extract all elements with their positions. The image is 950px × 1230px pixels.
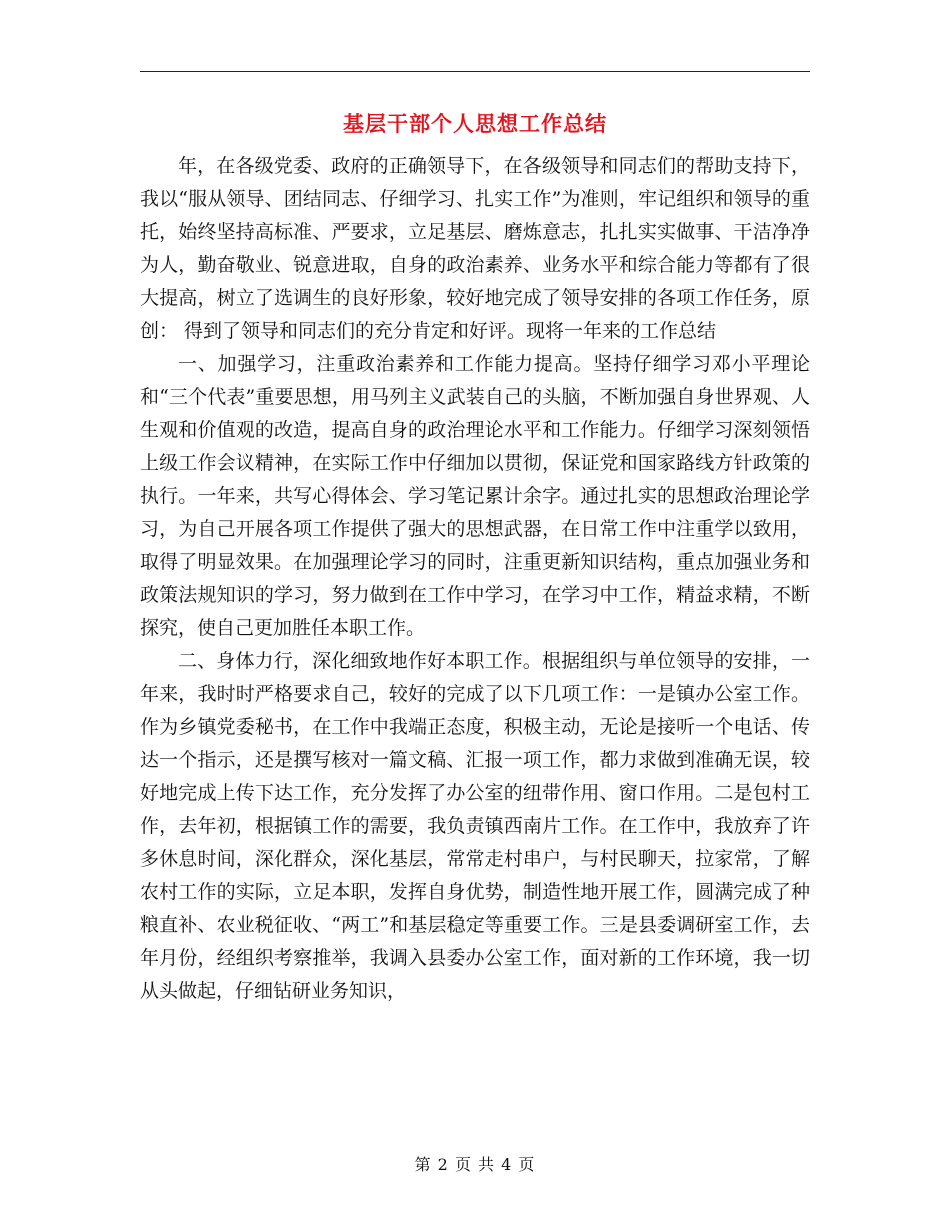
paragraph-intro: 年，在各级党委、政府的正确领导下，在各级领导和同志们的帮助支持下，我以“服从领导、团结同志、仔细学习、扎实工作”为准则，牢记组织和领导的重托，始终坚持高标准、严要求，立足基层、磨炼意志，扎扎实实做事、干洁净净为人，勤奋敬业、锐意进取，自身的政治素养、业务水平和综合能力等都有了很大提高，树立了选调生的良好形象，较好地完成了领导安排的各项工作任务，原创： 得到了领导和同志们的充分肯定和好评。现将一年来的工作总结	[140, 155, 810, 342]
paragraph-section-1: 一、加强学习，注重政治素养和工作能力提高。坚持仔细学习邓小平理论和“三个代表”重要思想，用马列主义武装自己的头脑，不断加强自身世界观、人生观和价值观的改造，提高自身的政治理论水平和工作能力。仔细学习深刻领悟上级工作会议精神，在实际工作中仔细加以贯彻，保证党和国家路线方针政策的执行。一年来，共写心得体会、学习笔记累计余字。通过扎实的思想政治理论学习，为自己开展各项工作提供了强大的思想武器，在日常工作中注重学以致用，取得了明显效果。在加强理论学习的同时，注重更新知识结构，重点加强业务和政策法规知识的学习，努力做到在工作中学习，在学习中工作，精益求精，不断探究，使自己更加胜任本职工作。	[140, 353, 810, 639]
paragraph-section-2: 二、身体力行，深化细致地作好本职工作。根据组织与单位领导的安排，一年来，我时时严格要求自己，较好的完成了以下几项工作：一是镇办公室工作。作为乡镇党委秘书，在工作中我端正态度，积极主动，无论是接听一个电话、传达一个指示，还是撰写核对一篇文稿、汇报一项工作，都力求做到准确无误，较好地完成上传下达工作，充分发挥了办公室的纽带作用、窗口作用。二是包村工作，去年初，根据镇工作的需要，我负责镇西南片工作。在工作中，我放弃了许多休息时间，深化群众，深化基层，常常走村串户，与村民聊天，拉家常，了解农村工作的实际，立足本职，发挥自身优势，制造性地开展工作，圆满完成了种粮直补、农业税征收、“两工”和基层稳定等重要工作。三是县委调研室工作，去年月份，经组织考察推举，我调入县委办公室工作，面对新的工作环境，我一切从头做起，仔细钻研业务知识，	[140, 650, 810, 1002]
document-title: 基层干部个人思想工作总结	[343, 111, 607, 136]
header-rule	[140, 71, 810, 72]
page-number-footer: 第 2 页 共 4 页	[414, 1155, 536, 1174]
document-body	[140, 150, 810, 1008]
